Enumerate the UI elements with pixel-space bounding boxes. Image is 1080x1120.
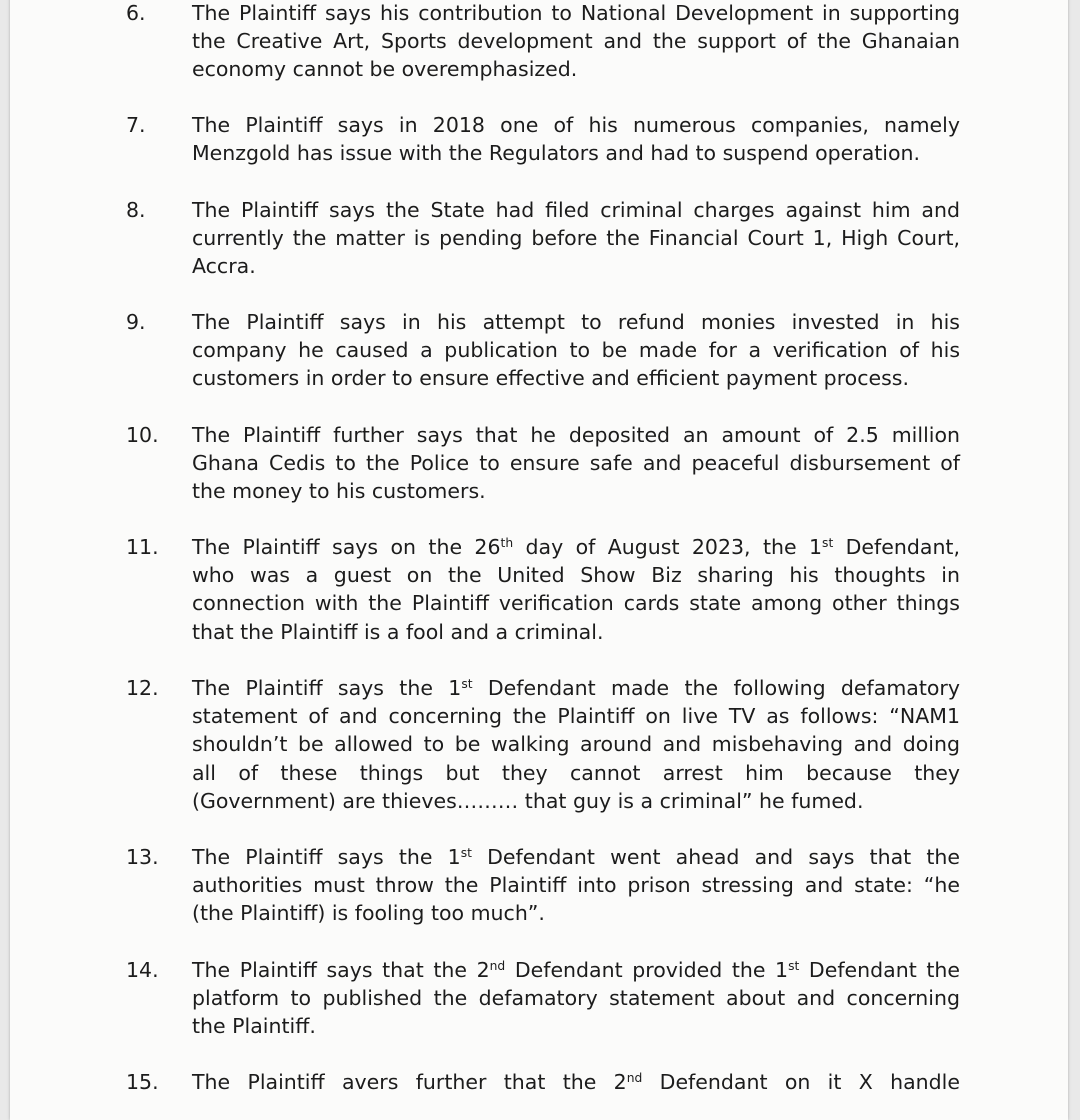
text-segment: who was a guest on the United Show Biz sharing his thoughts in (192, 563, 960, 588)
paragraph-number: 15. (126, 1070, 159, 1094)
paragraph-text (192, 533, 960, 646)
text-line (192, 618, 960, 646)
paragraph-text (192, 421, 960, 506)
document-page (10, 0, 1068, 1120)
page-bottom-cutoff (10, 1058, 1068, 1118)
text-segment: The Plaintiff avers further that the 2 (192, 1070, 627, 1094)
ordinal-superscript: st (460, 846, 472, 861)
text-line (192, 702, 960, 730)
text-segment: Defendant on it X handle (642, 1070, 960, 1094)
text-segment: company he caused a publication to be made for a verification of his (192, 338, 960, 363)
text-line (192, 674, 960, 702)
ordinal-superscript: st (788, 959, 800, 974)
ordinal-superscript: nd (489, 959, 506, 974)
paragraph-text (192, 674, 960, 815)
text-segment: day of August 2023, the 1 (513, 535, 823, 559)
paragraph-text (192, 0, 960, 84)
ordinal-superscript: st (822, 536, 834, 551)
text-line (192, 1068, 960, 1096)
text-segment: connection with the Plaintiff verification cards state among other things (192, 591, 960, 616)
paragraph-number: 10. (126, 423, 159, 447)
text-segment: Defendant the (799, 958, 960, 982)
text-segment: Accra. (192, 254, 256, 279)
text-line (192, 759, 960, 787)
paragraph-text (192, 843, 960, 928)
text-line (192, 899, 960, 927)
text-segment: The Plaintiff says in his attempt to refund monies invested in his (192, 310, 960, 334)
text-segment: platform to published the defamatory statement about and concerning (192, 986, 960, 1011)
text-segment: The Plaintiff says that the 2 (192, 958, 490, 982)
text-segment: shouldn’t be allowed to be walking around and misbehaving and doing (192, 732, 960, 757)
text-segment: Menzgold has issue with the Regulators and had to suspend operation. (192, 141, 921, 166)
text-line (192, 364, 960, 392)
paragraph-number: 12. (126, 676, 159, 700)
text-segment: Defendant made the following defamatory (472, 676, 960, 700)
text-line (192, 336, 960, 364)
text-segment: (the Plaintiff) is fooling too much”. (192, 901, 545, 926)
paragraph-number: 9. (126, 310, 146, 334)
text-segment: Ghana Cedis to the Police to ensure safe and peaceful disbursement of (192, 451, 960, 476)
text-segment: The Plaintiff says his contribution to National Development in supporting (192, 1, 960, 25)
paragraph-number: 7. (126, 113, 146, 137)
paragraph-number: 11. (126, 535, 159, 559)
paragraph-number: 8. (126, 198, 146, 222)
text-line (192, 139, 960, 167)
text-line (192, 1012, 960, 1040)
text-segment: statement of and concerning the Plaintiff on live TV as follows: “NAM1 (192, 704, 960, 729)
text-line (192, 589, 960, 617)
text-segment: currently the matter is pending before the Financial Court 1, High Court, (192, 226, 960, 251)
text-segment: Defendant provided the 1 (505, 958, 789, 982)
text-segment: Defendant went ahead and says that the (471, 845, 960, 869)
text-segment: all of these things but they cannot arrest him because they (192, 760, 960, 785)
text-line (192, 308, 960, 336)
ordinal-superscript: th (500, 536, 514, 551)
text-line (192, 787, 960, 815)
text-line (192, 843, 960, 871)
text-segment: The Plaintiff says in 2018 one of his numerous companies, namely (192, 113, 960, 137)
text-line (192, 196, 960, 224)
text-segment: customers in order to ensure effective and efficient payment process. (192, 366, 909, 391)
text-segment: The Plaintiff says the 1 (192, 676, 462, 700)
text-line (192, 730, 960, 758)
text-segment: The Plaintiff says the State had filed criminal charges against him and (192, 198, 960, 222)
text-line (192, 0, 960, 27)
text-segment: (Government) are thieves……… that guy is a criminal” he fumed. (192, 788, 864, 813)
ordinal-superscript: st (461, 677, 473, 692)
ordinal-superscript: nd (626, 1071, 643, 1086)
paragraph-text (192, 956, 960, 1041)
paragraph-number: 6. (126, 1, 146, 25)
text-line (192, 477, 960, 505)
text-segment: that the Plaintiff is a fool and a criminal. (192, 619, 604, 644)
text-line (192, 27, 960, 55)
text-line (192, 224, 960, 252)
text-line (192, 421, 960, 449)
text-line (192, 956, 960, 984)
text-segment: Defendant, (833, 535, 960, 559)
text-segment: The Plaintiff says on the 26 (192, 535, 501, 559)
text-line (192, 871, 960, 899)
text-line (192, 111, 960, 139)
paragraph-text (192, 308, 960, 393)
text-segment: the money to his customers. (192, 479, 486, 504)
text-line (192, 561, 960, 589)
text-segment: The Plaintiff further says that he deposited an amount of 2.5 million (192, 423, 960, 447)
paragraph-text (192, 196, 960, 281)
text-segment: the Creative Art, Sports development and the support of the Ghanaian (192, 29, 960, 54)
text-segment: The Plaintiff says the 1 (192, 845, 461, 869)
text-line (192, 984, 960, 1012)
text-segment: the Plaintiff. (192, 1014, 316, 1039)
text-line (192, 55, 960, 83)
text-segment: economy cannot be overemphasized. (192, 57, 578, 82)
text-line (192, 252, 960, 280)
text-segment: authorities must throw the Plaintiff into prison stressing and state: “he (192, 873, 960, 898)
paragraph-number: 13. (126, 845, 159, 869)
text-line (192, 533, 960, 561)
paragraph-number: 14. (126, 958, 159, 982)
paragraph-text (192, 111, 960, 167)
text-line (192, 449, 960, 477)
paragraph-text (192, 1068, 960, 1096)
